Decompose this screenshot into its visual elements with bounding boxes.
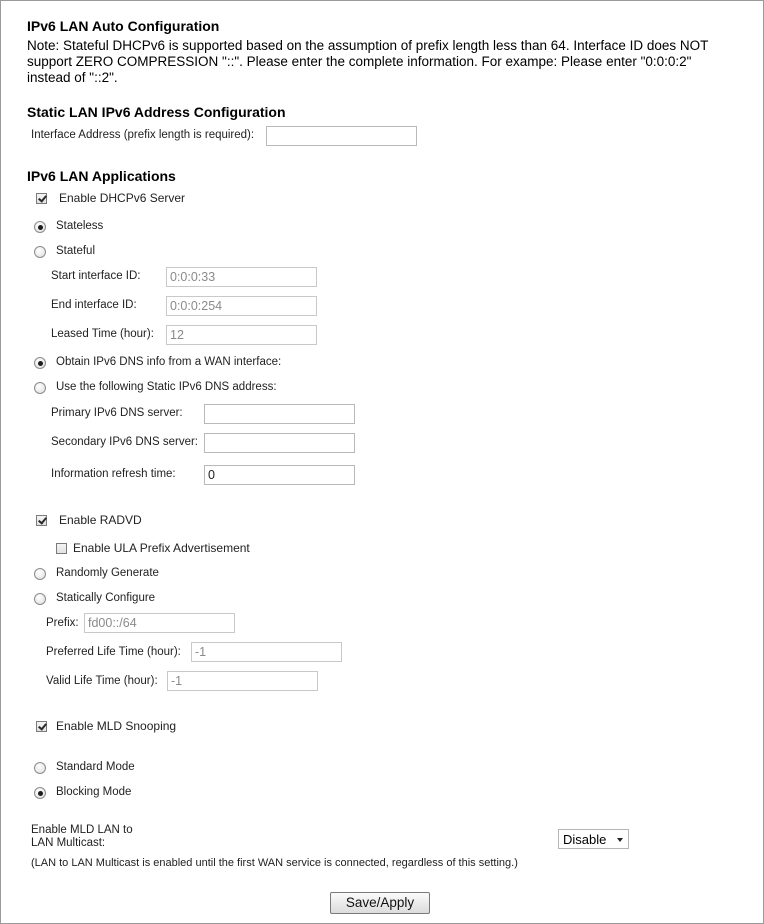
secondary-dns-input[interactable]	[204, 433, 355, 453]
valid-life-label: Valid Life Time (hour):	[46, 675, 158, 687]
start-id-input[interactable]	[166, 267, 317, 287]
stateless-radio[interactable]	[34, 221, 46, 233]
primary-dns-input[interactable]	[204, 404, 355, 424]
prefix-label: Prefix:	[46, 617, 79, 629]
preferred-life-label: Preferred Life Time (hour):	[46, 646, 181, 658]
enable-radvd-label: Enable RADVD	[59, 513, 142, 527]
stateful-label: Stateful	[56, 245, 95, 257]
chevron-down-icon	[617, 838, 623, 842]
start-id-label: Start interface ID:	[51, 270, 141, 282]
save-apply-button[interactable]: Save/Apply	[330, 892, 430, 914]
auto-config-title: IPv6 LAN Auto Configuration	[27, 18, 220, 34]
prefix-input[interactable]	[84, 613, 235, 633]
dns-obtain-label: Obtain IPv6 DNS info from a WAN interface:	[56, 356, 282, 368]
static-lan-title: Static LAN IPv6 Address Configuration	[27, 104, 286, 120]
dns-static-label: Use the following Static IPv6 DNS address:	[56, 381, 277, 393]
refresh-time-label: Information refresh time:	[51, 468, 176, 480]
enable-radvd-checkbox[interactable]	[36, 515, 47, 526]
end-id-input[interactable]	[166, 296, 317, 316]
statically-configure-label: Statically Configure	[56, 592, 156, 604]
ula-prefix-label: Enable ULA Prefix Advertisement	[73, 541, 250, 555]
enable-dhcpv6-checkbox[interactable]	[36, 193, 47, 204]
primary-dns-label: Primary IPv6 DNS server:	[51, 407, 183, 419]
randomly-generate-radio[interactable]	[34, 568, 46, 580]
mld-snooping-checkbox[interactable]	[36, 721, 47, 732]
lan-multicast-label-line2: LAN Multicast:	[31, 837, 106, 849]
statically-configure-radio[interactable]	[34, 593, 46, 605]
refresh-time-input[interactable]	[204, 465, 355, 485]
stateful-radio[interactable]	[34, 246, 46, 258]
enable-dhcpv6-label: Enable DHCPv6 Server	[59, 191, 186, 205]
ula-prefix-checkbox[interactable]	[56, 543, 67, 554]
preferred-life-input[interactable]	[191, 642, 342, 662]
valid-life-input[interactable]	[167, 671, 318, 691]
stateless-label: Stateless	[56, 220, 104, 232]
note-line-1: Note: Stateful DHCPv6 is supported based on the assumption of prefix length less than 64. Interface ID does NOT	[27, 38, 709, 53]
standard-mode-radio[interactable]	[34, 762, 46, 774]
secondary-dns-label: Secondary IPv6 DNS server:	[51, 436, 199, 448]
applications-title: IPv6 LAN Applications	[27, 168, 176, 184]
interface-address-input[interactable]	[266, 126, 417, 146]
leased-time-label: Leased Time (hour):	[51, 328, 154, 340]
lan-multicast-note: (LAN to LAN Multicast is enabled until the first WAN service is connected, regardless of this setting.)	[31, 857, 518, 869]
blocking-mode-radio[interactable]	[34, 787, 46, 799]
randomly-generate-label: Randomly Generate	[56, 567, 159, 579]
lan-multicast-label-line1: Enable MLD LAN to	[31, 824, 133, 836]
dns-static-radio[interactable]	[34, 382, 46, 394]
lan-multicast-selected: Disable	[563, 832, 607, 847]
leased-time-input[interactable]	[166, 325, 317, 345]
mld-snooping-label: Enable MLD Snooping	[56, 719, 177, 733]
interface-address-label: Interface Address (prefix length is required):	[31, 129, 255, 141]
note-line-3: instead of "::2".	[27, 70, 118, 85]
lan-multicast-select[interactable]	[558, 829, 629, 849]
end-id-label: End interface ID:	[51, 299, 137, 311]
note-line-2: support ZERO COMPRESSION "::". Please enter the complete information. For exampe: Please enter "0:0:0:2"	[27, 54, 692, 69]
standard-mode-label: Standard Mode	[56, 761, 135, 773]
dns-obtain-radio[interactable]	[34, 357, 46, 369]
blocking-mode-label: Blocking Mode	[56, 786, 132, 798]
